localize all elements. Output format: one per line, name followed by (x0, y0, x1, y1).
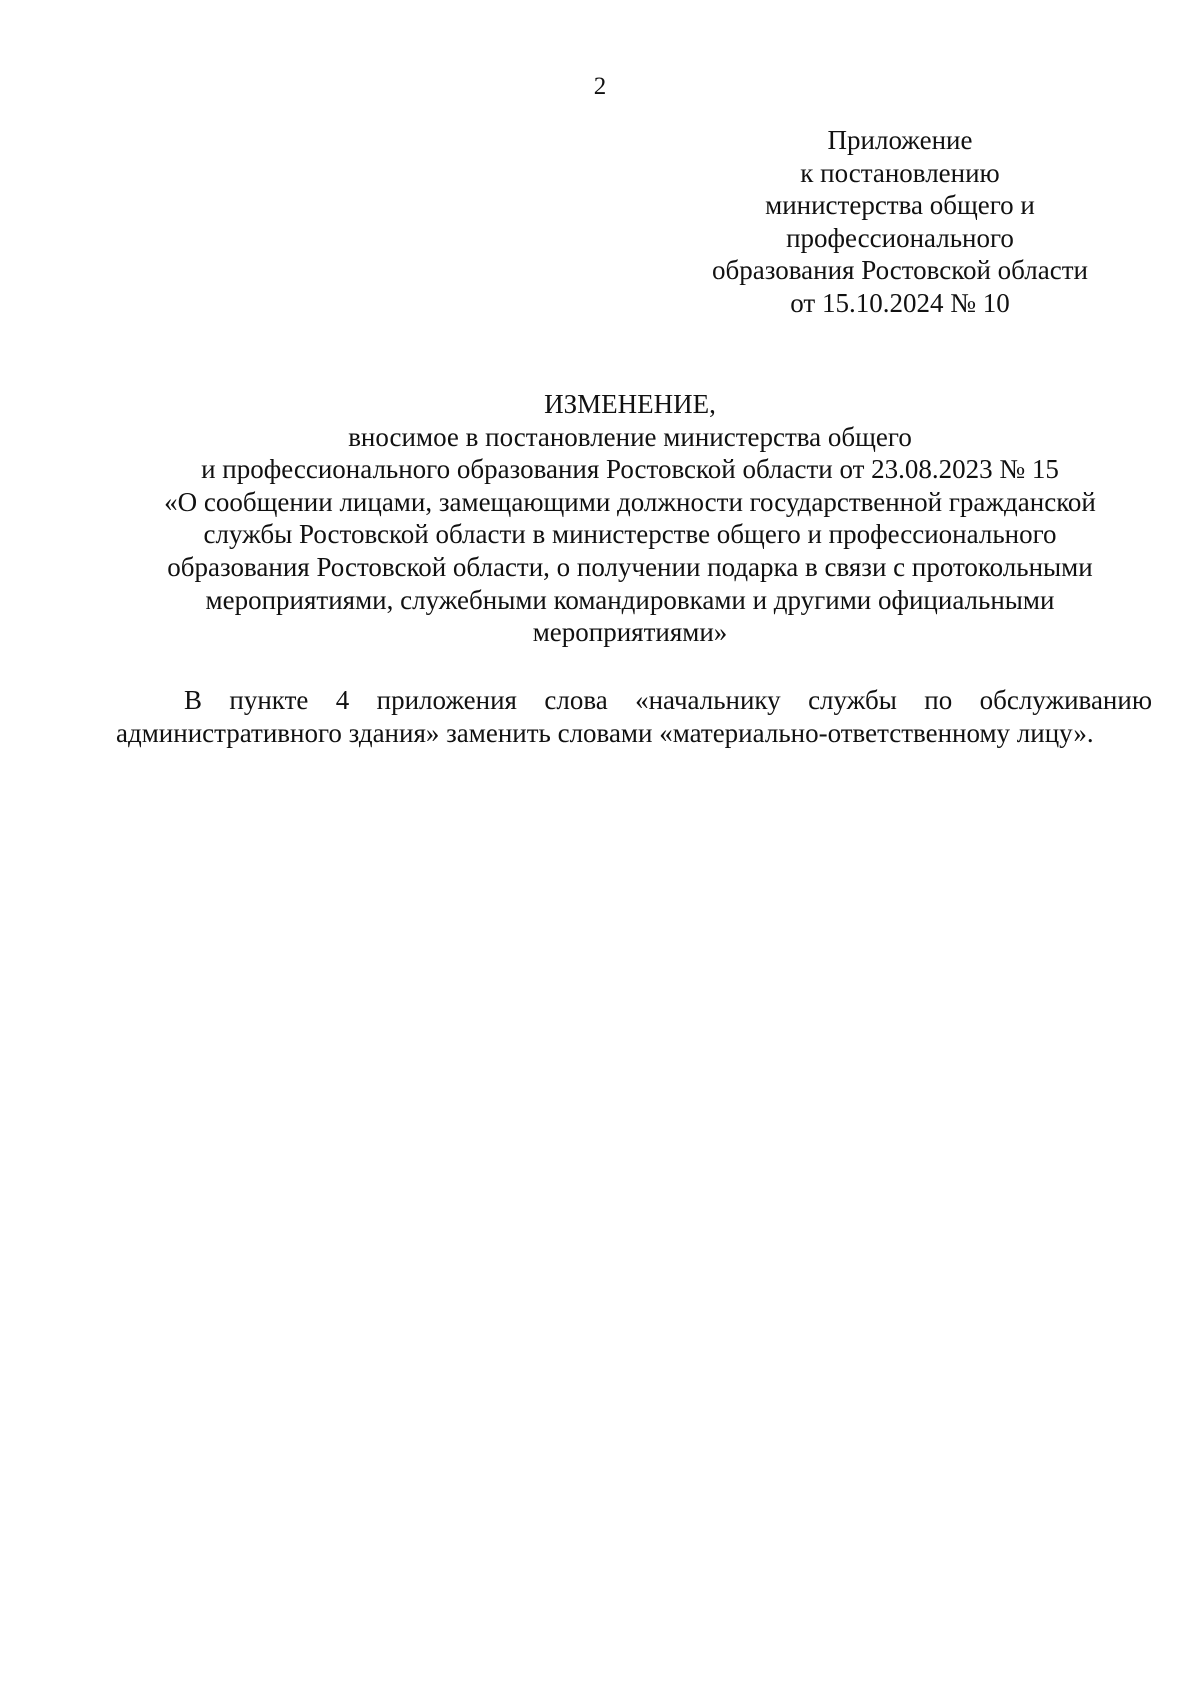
page-number: 2 (593, 73, 607, 100)
appendix-line: к постановлению (800, 157, 1000, 188)
paragraph-line: административного здания» заменить словами «материально-ответственному лицу». (116, 718, 1094, 748)
document-title: ИЗМЕНЕНИЕ, (544, 389, 716, 419)
appendix-line: профессионального (786, 222, 1014, 253)
heading-subtitle-line: образования Ростовской области, о получении подарка в связи с протокольными (167, 551, 1093, 582)
appendix-line: образования Ростовской области (712, 255, 1088, 286)
heading-subtitle-line: вносимое в постановление министерства общего (348, 421, 912, 452)
amendment-paragraph (116, 684, 1152, 750)
heading-subtitle-line: «О сообщении лицами, замещающими должности государственной гражданской (164, 486, 1096, 517)
document-heading (110, 388, 1150, 649)
heading-subtitle-line: мероприятиями» (532, 617, 728, 648)
appendix-reference (690, 124, 1110, 320)
appendix-line: от 15.10.2024 № 10 (790, 287, 1010, 318)
heading-subtitle-line: службы Ростовской области в министерстве общего и профессионального (203, 519, 1057, 550)
appendix-line: Приложение (827, 125, 973, 155)
heading-subtitle-line: и профессионального образования Ростовской области от 23.08.2023 № 15 (201, 454, 1059, 485)
appendix-line: министерства общего и (765, 190, 1035, 221)
paragraph-line: В пункте 4 приложения слова «начальнику службы по обслуживанию (184, 685, 1152, 715)
heading-subtitle-line: мероприятиями, служебными командировками и другими официальными (205, 584, 1055, 615)
